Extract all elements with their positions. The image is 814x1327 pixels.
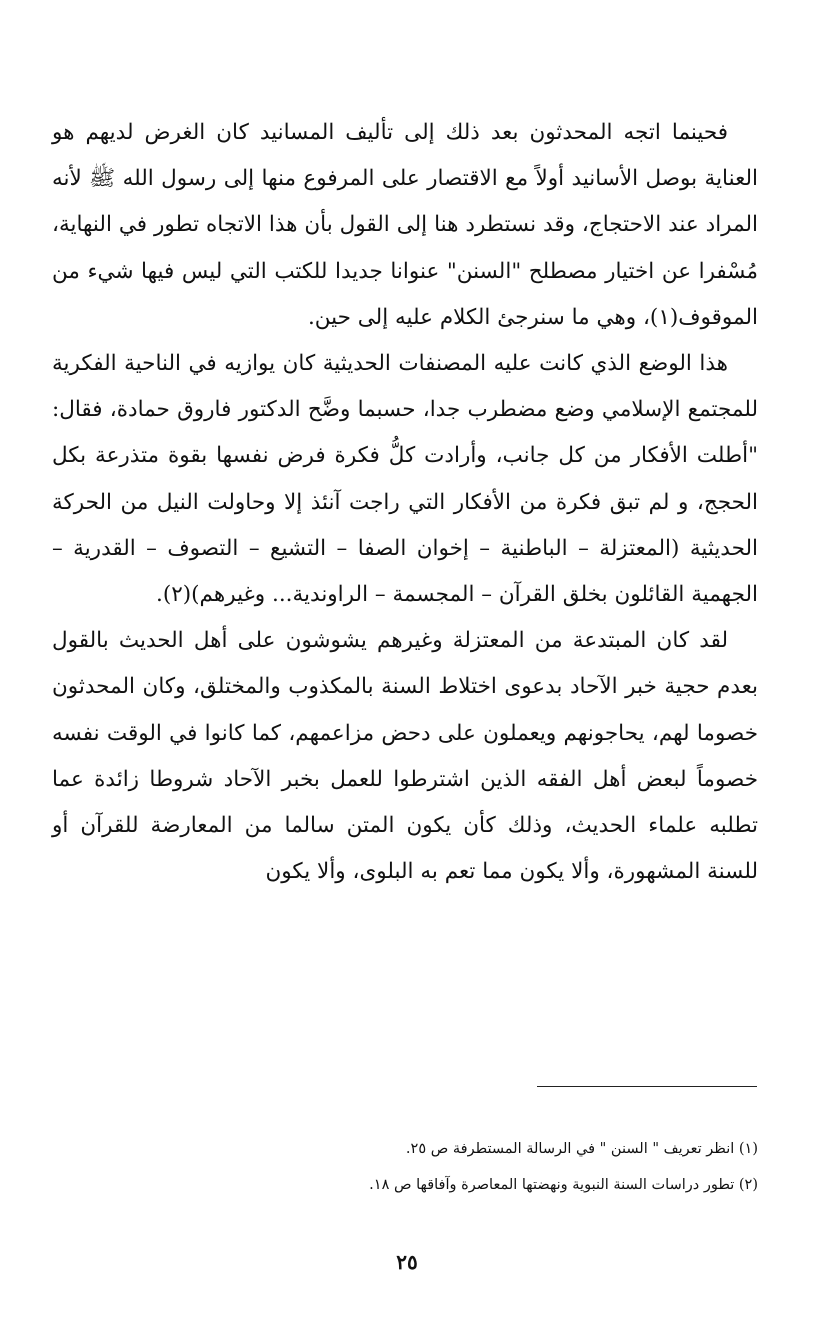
page-number: ٢٥ bbox=[396, 1250, 418, 1274]
footnote-divider bbox=[537, 1086, 757, 1087]
paragraph-1: فحينما اتجه المحدثون بعد ذلك إلى تأليف المسانيد كان الغرض لديهم هو العناية بوصل الأسانيد أولاً مع الاقتصار على المرفوع منها إلى رسول الله ﷺ لأنه المراد عند الاحتجاج، وقد نستطرد هنا إلى القول بأن هذا الاتجاه تطور في النهاية، مُسْفرا عن اختيار مصطلح "السنن" عنوانا جديدا للكتب التي ليس فيها شيء من الموقوف(١)، وهي ما سنرجئ الكلام عليه إلى حين. bbox=[52, 120, 758, 330]
paragraph-3: لقد كان المبتدعة من المعتزلة وغيرهم يشوشون على أهل الحديث بالقول بعدم حجية خبر الآحاد بدعوى اختلاط السنة بالمكذوب والمختلق، وكان المحدثون خصوما لهم، يحاجونهم ويعملون على دحض مزاعمهم، كما كانوا في الوقت نفسه خصوماً لبعض أهل الفقه الذين اشترطوا للعمل بخبر الآحاد شروطا زائدة عما تطلبه علماء الحديث، وذلك كأن يكون المتن سالما من المعارضة للقرآن أو للسنة المشهورة، وألا يكون مما تعم به البلوى، وألا يكون bbox=[52, 628, 758, 885]
footnote-1: (١) انظر تعريف " السنن " في الرسالة المستطرفة ص ٢٥. bbox=[405, 1141, 758, 1157]
main-text bbox=[52, 110, 758, 895]
paragraph-2: هذا الوضع الذي كانت عليه المصنفات الحديثية كان يوازيه في الناحية الفكرية للمجتمع الإسلامي وضع مضطرب جدا، حسبما وضَّح الدكتور فاروق حمادة، فقال: "أطلت الأفكار من كل جانب، وأرادت كلُّ فكرة فرض نفسها بقوة متذرعة بكل الحجج، و لم تبق فكرة من الأفكار التي راجت آنئذ إلا وحاولت النيل من الحركة الحديثية (المعتزلة – الباطنية – إخوان الصفا – التشيع – التصوف – القدرية – الجهمية القائلون بخلق القرآن – المجسمة – الراوندية... وغيرهم)(٢). bbox=[52, 351, 758, 608]
footnotes bbox=[52, 1131, 758, 1203]
footnote-2: (٢) تطور دراسات السنة النبوية ونهضتها المعاصرة وآفاقها ص ١٨. bbox=[369, 1177, 758, 1193]
